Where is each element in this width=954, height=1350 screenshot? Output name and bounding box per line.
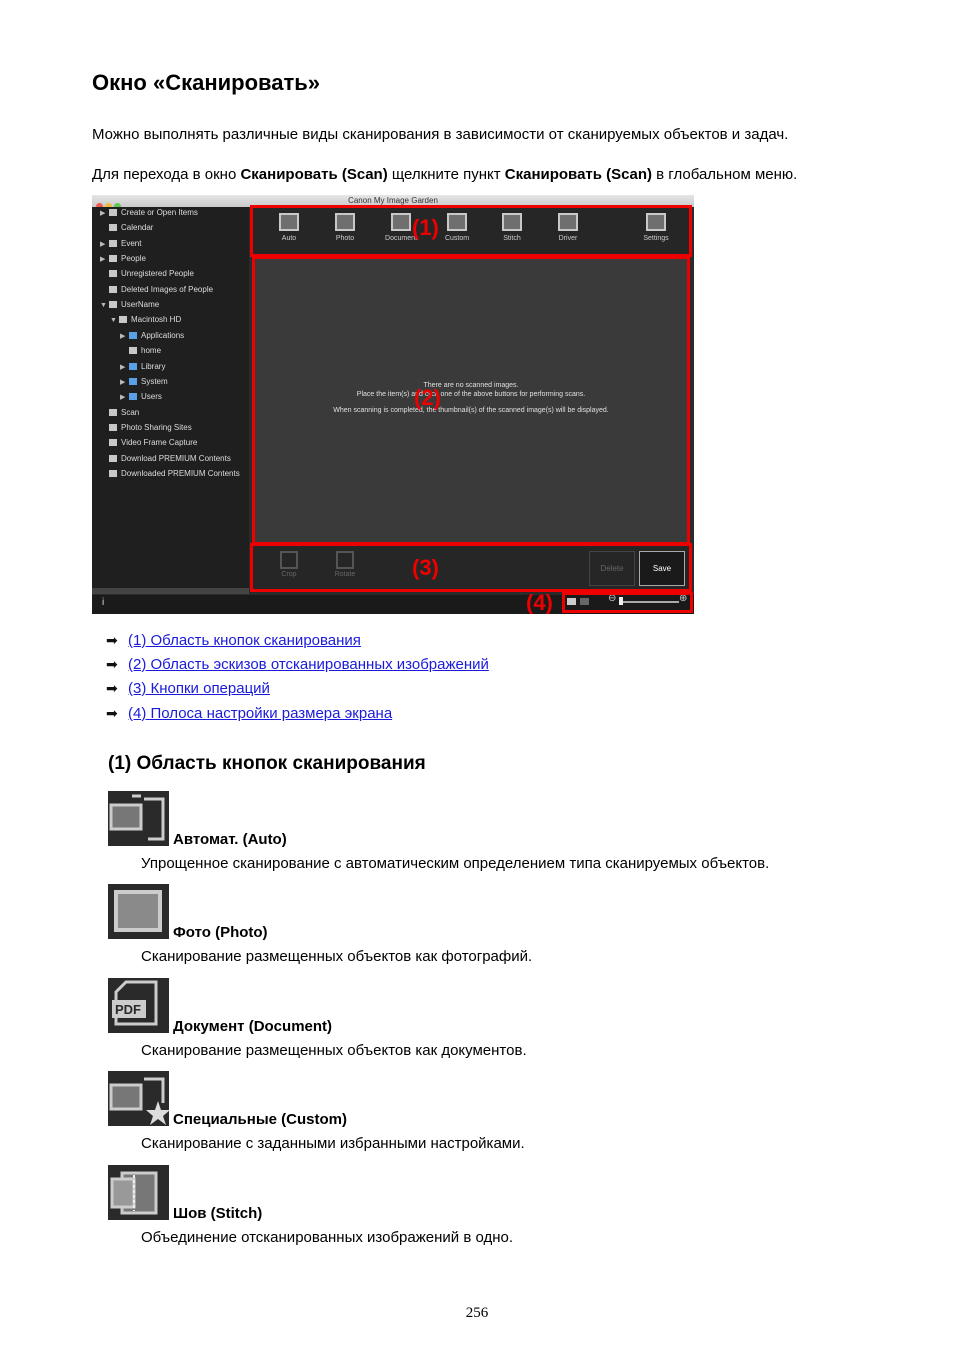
expand-triangle-icon[interactable]: ▶	[100, 256, 106, 264]
zoom-out-icon[interactable]: ⊖	[608, 593, 617, 604]
scan-button-label: Document	[385, 235, 417, 242]
expand-triangle-icon[interactable]: ▶	[100, 210, 106, 217]
callout-label-3: (3)	[412, 555, 439, 580]
sidebar-item-label: Video Frame Capture	[121, 438, 198, 448]
pdf-text: PDF	[115, 1002, 141, 1017]
callout-box-2	[252, 256, 690, 545]
sidebar-item[interactable]	[100, 406, 139, 420]
arrow-right-icon: ➡	[106, 656, 118, 672]
menu-item-icon	[109, 439, 117, 446]
zoom-in-icon[interactable]: ⊕	[679, 593, 688, 604]
menu-item-icon	[109, 209, 117, 216]
section-link-row	[106, 703, 392, 723]
scan-mode-description: Сканирование с заданными избранными настройками.	[141, 1135, 525, 1152]
sidebar-item-label: Download PREMIUM Contents	[121, 453, 231, 463]
global-menu	[92, 207, 249, 588]
expand-triangle-icon[interactable]: ▶	[120, 394, 126, 402]
scan-button-label: Auto	[281, 235, 297, 242]
sidebar-item[interactable]	[120, 329, 184, 343]
callout-box-4	[562, 592, 693, 613]
window-title: Canon My Image Garden	[348, 196, 438, 205]
sidebar-item-label: Macintosh HD	[131, 315, 182, 325]
scan-mode-description: Объединение отсканированных изображений в одно.	[141, 1229, 514, 1246]
menu-item-icon	[109, 301, 117, 308]
sidebar-item[interactable]	[100, 206, 198, 220]
sidebar-item[interactable]	[100, 436, 197, 450]
sidebar-item[interactable]	[120, 360, 165, 374]
no-images-message: There are no scanned images.	[423, 382, 519, 389]
nav-bold-2: Сканировать (Scan)	[504, 166, 652, 183]
sidebar-item-label: Unregistered People	[121, 269, 194, 279]
sidebar-item-label: Users	[141, 392, 162, 402]
sidebar-item-label: Deleted Images of People	[121, 284, 214, 294]
expand-triangle-icon[interactable]: ▶	[120, 332, 126, 340]
crop-label: Crop	[281, 571, 297, 578]
scan-mode-name: Документ (Document)	[173, 1018, 333, 1035]
sidebar-item-label: Calendar	[121, 223, 154, 233]
sidebar-item[interactable]	[100, 298, 159, 312]
menu-item-icon	[109, 470, 117, 477]
sidebar-item[interactable]	[100, 267, 194, 281]
photo-scan-icon	[108, 884, 169, 939]
sidebar-item-label: UserName	[121, 300, 160, 310]
sidebar-item-label: Event	[121, 238, 142, 248]
menu-item-icon	[109, 424, 117, 431]
callout-label-1: (1)	[412, 215, 439, 240]
nav-text-1: Для перехода в окно	[92, 166, 241, 183]
menu-item-icon	[109, 270, 117, 277]
completion-message: When scanning is completed, the thumbnail(s) of the scanned image(s) will be displayed.	[333, 407, 609, 414]
menu-item-icon	[109, 224, 117, 231]
page-title: Окно «Сканировать»	[92, 70, 321, 95]
scan-button-label: Custom	[444, 235, 470, 242]
callout-box-1	[250, 205, 692, 257]
section-link[interactable]: (3) Кнопки операций	[128, 680, 270, 697]
sidebar-item-label: Library	[141, 361, 166, 371]
sidebar-item-label: Downloaded PREMIUM Contents	[121, 468, 240, 478]
sidebar-item[interactable]	[100, 467, 240, 481]
scan-mode-name: Автомат. (Auto)	[173, 831, 287, 848]
scan-mode-name: Фото (Photo)	[173, 924, 268, 941]
scan-button-label: Settings	[643, 235, 669, 242]
stitch-scan-icon	[108, 1165, 169, 1220]
section-link[interactable]: (4) Полоса настройки размера экрана	[128, 705, 393, 722]
sidebar-item[interactable]	[100, 221, 153, 235]
menu-item-icon	[129, 347, 137, 354]
document-scan-icon	[108, 978, 169, 1033]
callout-label-2: (2)	[414, 385, 441, 410]
section-title: (1) Область кнопок сканирования	[108, 753, 426, 774]
sidebar-item[interactable]	[100, 421, 192, 435]
menu-item-icon	[109, 286, 117, 293]
menu-item-icon	[109, 409, 117, 416]
section-link[interactable]: (2) Область эскизов отсканированных изображений	[128, 656, 489, 673]
callout-label-4: (4)	[526, 590, 553, 614]
section-link-row	[106, 630, 361, 650]
scan-mode-name: Шов (Stitch)	[173, 1205, 263, 1222]
sidebar-item[interactable]	[110, 313, 181, 327]
section-link-row	[106, 678, 270, 698]
place-items-message: Place the item(s) and click one of the above buttons for performing scans.	[356, 391, 586, 398]
sidebar-item[interactable]	[120, 390, 162, 404]
menu-item-icon	[109, 455, 117, 462]
rotate-label: Rotate	[334, 571, 356, 578]
section-link-row	[106, 654, 489, 674]
nav-bold-1: Сканировать (Scan)	[240, 166, 388, 183]
sidebar-item-label: Create or Open Items	[121, 208, 198, 217]
nav-paragraph	[92, 166, 797, 184]
folder-icon	[129, 332, 137, 339]
arrow-right-icon: ➡	[106, 705, 118, 721]
sidebar-item-label: Photo Sharing Sites	[121, 422, 192, 432]
expand-triangle-icon[interactable]: ▼	[100, 302, 107, 310]
expand-triangle-icon[interactable]: ▶	[120, 378, 126, 386]
delete-button[interactable]: Delete	[589, 551, 635, 586]
menu-item-icon	[119, 316, 127, 323]
sidebar-item-label: People	[121, 254, 146, 264]
menu-item-icon	[109, 240, 117, 247]
save-button[interactable]: Save	[639, 551, 685, 586]
sidebar-item[interactable]	[100, 252, 146, 266]
page-number: 256	[465, 1305, 489, 1321]
sidebar-item[interactable]	[120, 375, 168, 389]
sidebar-item[interactable]	[100, 452, 231, 466]
section-link[interactable]: (1) Область кнопок сканирования	[128, 632, 361, 649]
scan-button-label: Photo	[335, 235, 355, 242]
sidebar-item[interactable]	[100, 283, 213, 297]
scan-button-label: Driver	[558, 235, 578, 242]
sidebar-scrollbar[interactable]	[92, 588, 249, 594]
expand-triangle-icon[interactable]: ▶	[100, 240, 106, 248]
folder-icon	[129, 363, 137, 370]
expand-triangle-icon[interactable]: ▼	[110, 317, 117, 325]
expand-triangle-icon[interactable]: ▶	[120, 363, 126, 371]
sidebar-item-label: home	[141, 346, 162, 356]
scan-mode-description: Сканирование размещенных объектов как документов.	[141, 1042, 527, 1059]
info-icon[interactable]: i	[102, 597, 105, 608]
intro-paragraph: Можно выполнять различные виды сканирования в зависимости от сканируемых объектов и задач.	[92, 126, 789, 143]
scan-mode-description: Сканирование размещенных объектов как фотографий.	[141, 948, 533, 965]
arrow-right-icon: ➡	[106, 632, 118, 648]
sidebar-item[interactable]	[100, 237, 141, 251]
sidebar-item-label: Scan	[121, 407, 140, 417]
folder-icon	[129, 393, 137, 400]
scan-window-screenshot	[92, 195, 694, 614]
arrow-right-icon: ➡	[106, 680, 118, 696]
sidebar-item-label: System	[141, 376, 168, 386]
folder-icon	[129, 378, 137, 385]
scan-button-label: Stitch	[503, 235, 521, 242]
callout-box-3	[250, 543, 692, 592]
custom-scan-icon	[108, 1071, 169, 1126]
menu-item-icon	[109, 255, 117, 262]
nav-text-2: щелкните пункт	[387, 166, 505, 183]
sidebar-item[interactable]	[120, 344, 161, 358]
scan-mode-description: Упрощенное сканирование с автоматическим определением типа сканируемых объектов.	[141, 855, 770, 872]
sidebar-item-label: Applications	[141, 330, 185, 340]
scan-mode-name: Специальные (Custom)	[173, 1111, 347, 1128]
auto-scan-icon	[108, 791, 169, 846]
nav-text-3: в глобальном меню.	[652, 166, 798, 183]
